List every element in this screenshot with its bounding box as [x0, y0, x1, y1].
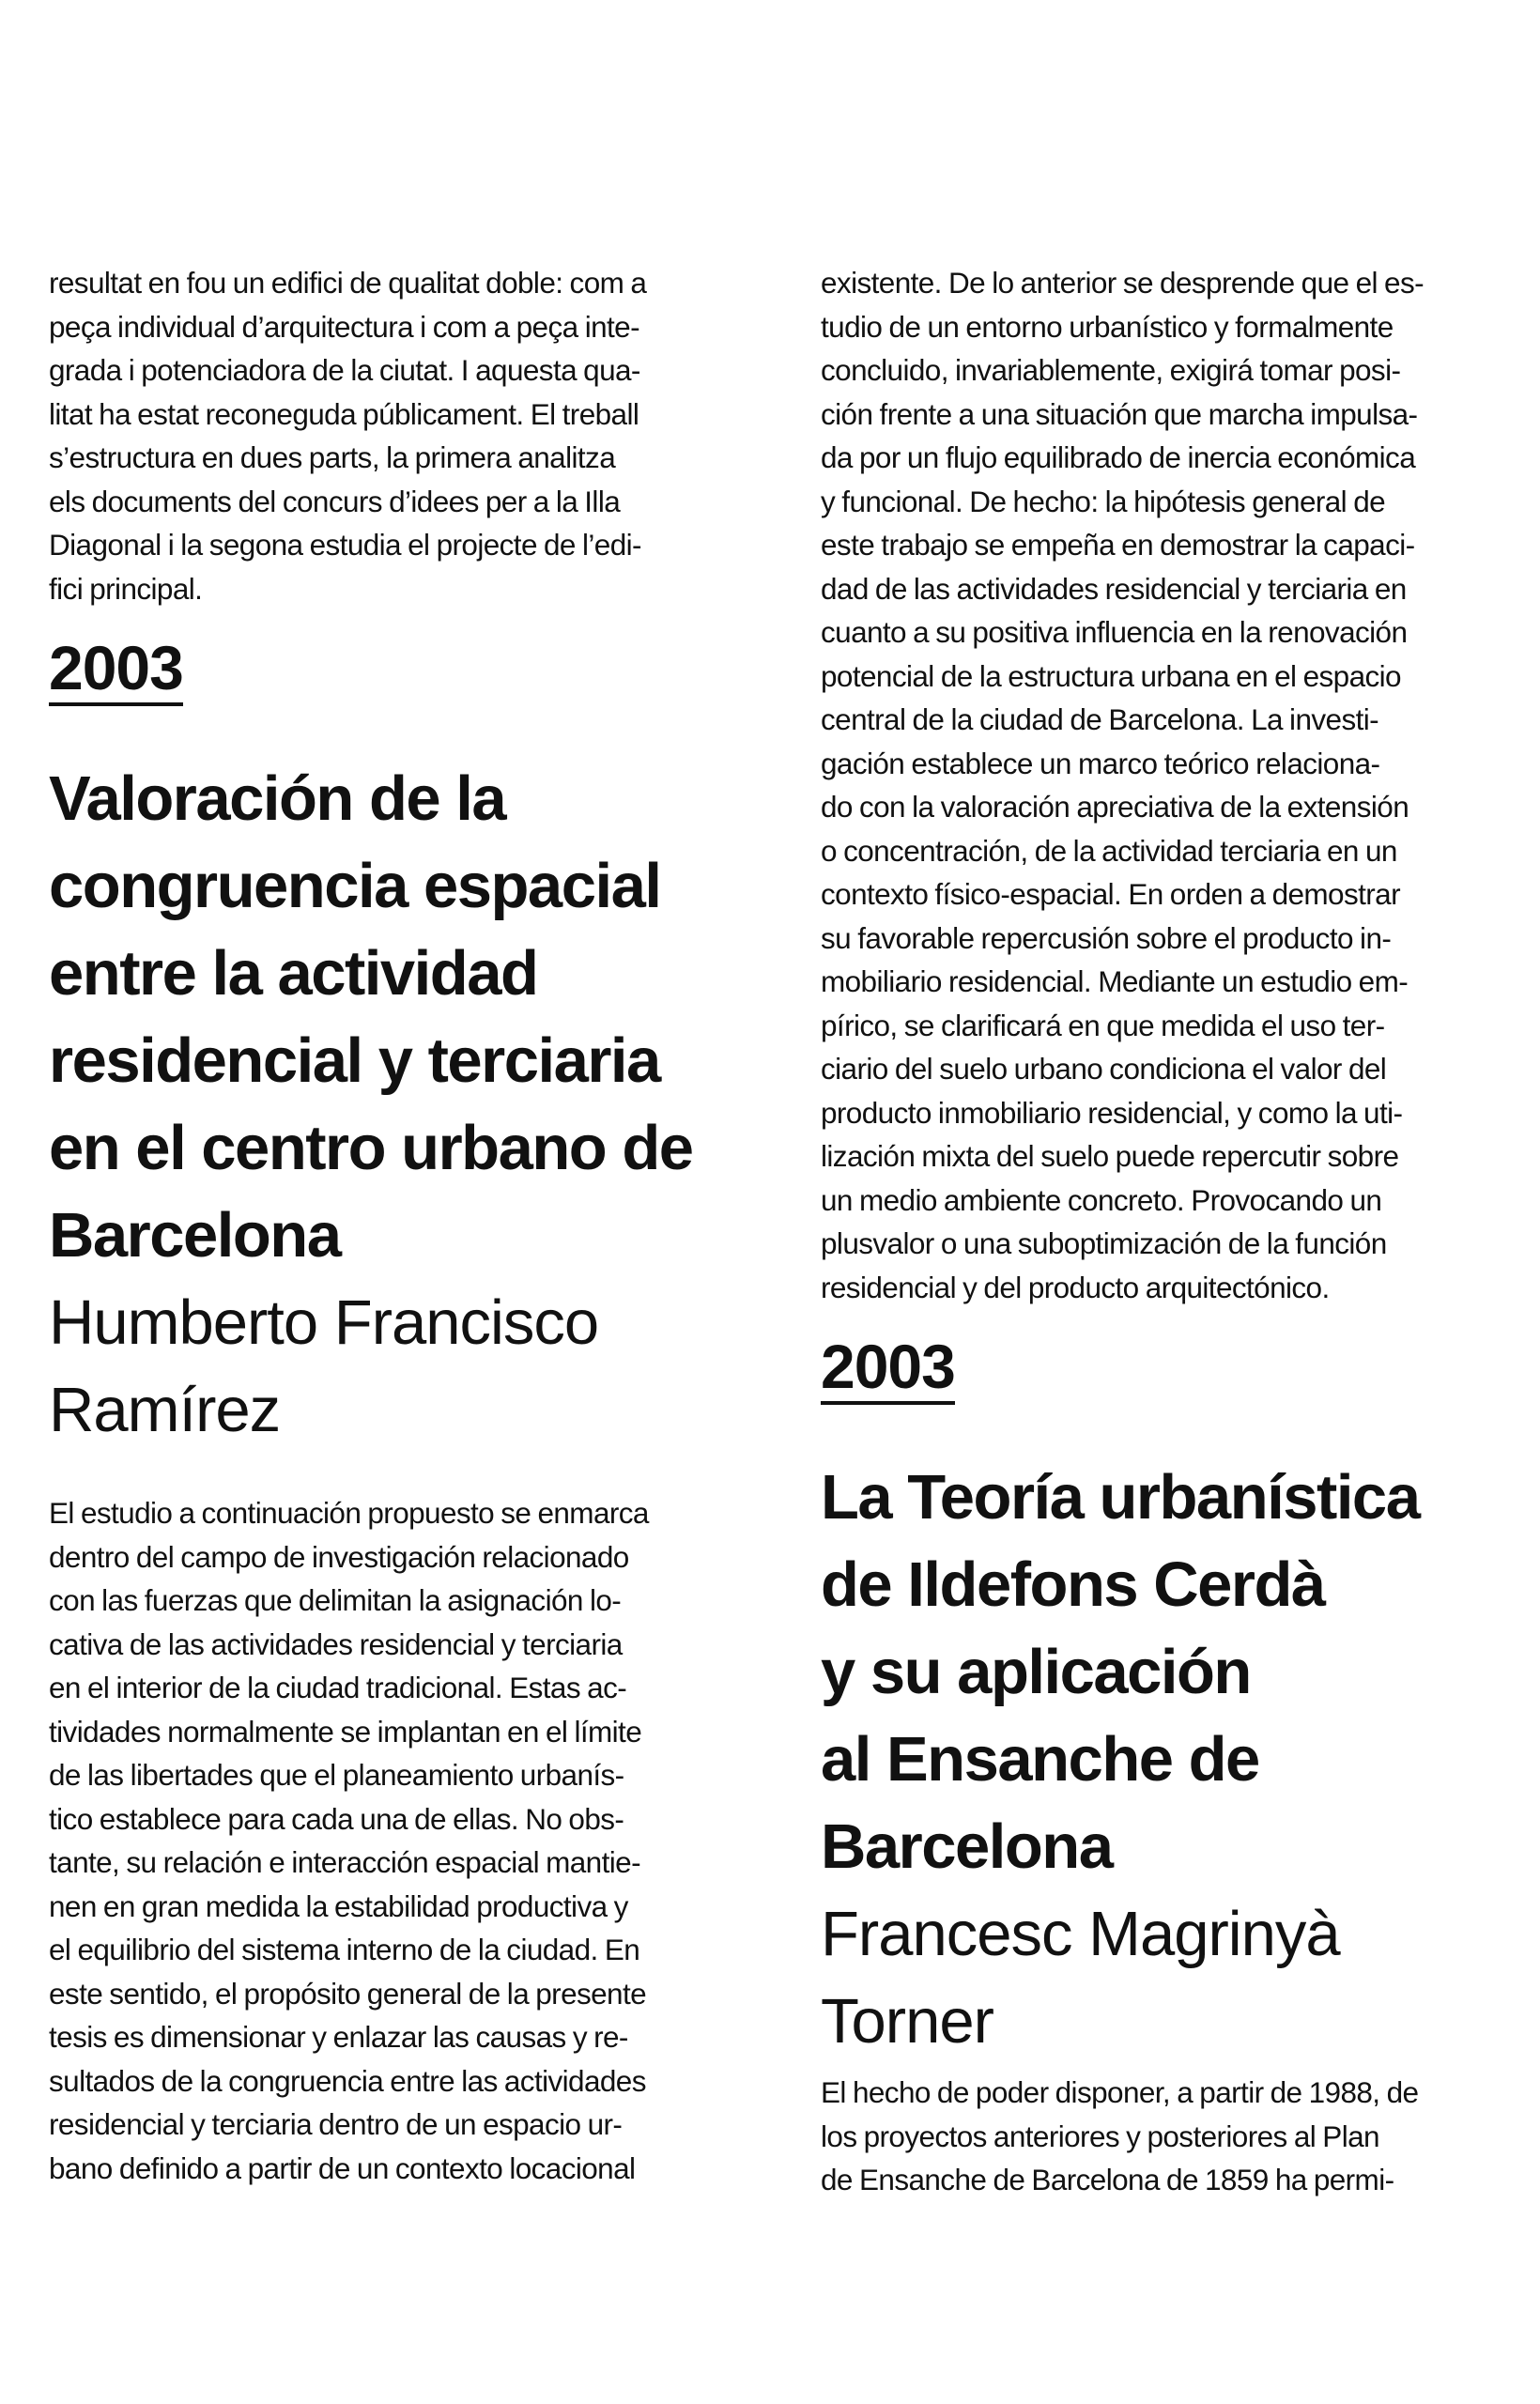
text-line: bano definido a partir de un contexto locacional	[49, 2150, 636, 2185]
text-line: este trabajo se empeña en demostrar la capaci-	[821, 528, 1415, 562]
text-line: de las libertades que el planeamiento urbanís-	[49, 1758, 624, 1792]
text-line: Diagonal i la segona estudia el projecte de l’edi-	[49, 528, 641, 562]
text-line: ciario del suelo urbano condiciona el valor del	[821, 1052, 1387, 1086]
text-line: residencial y terciaria dentro de un espacio ur-	[49, 2107, 623, 2141]
text-line: resultat en fou un edifici de qualitat doble: com a	[49, 266, 647, 300]
text-line: contexto físico-espacial. En orden a demostrar	[821, 877, 1400, 911]
text-line: un medio ambiente concreto. Provocando un	[821, 1182, 1382, 1217]
text-line: cativa de las actividades residencial y terciaria	[49, 1626, 623, 1661]
text-line: los proyectos anteriores y posteriores al Plan	[821, 2119, 1379, 2153]
thesis-author	[49, 1279, 744, 1454]
text-line: El estudio a continuación propuesto se enmarca	[49, 1496, 649, 1530]
continuation-paragraph	[821, 261, 1516, 1309]
text-line: mobiliario residencial. Mediante un estudio em-	[821, 964, 1409, 998]
text-line: fici principal.	[49, 571, 203, 606]
title-line: congruencia espacial	[49, 851, 661, 921]
text-line: con las fuerzas que delimitan la asignación lo-	[49, 1583, 622, 1617]
abstract-paragraph	[49, 1491, 744, 2190]
text-line: tico establece para cada una de ellas. No obs-	[49, 1801, 624, 1836]
text-line: dad de las actividades residencial y terciaria en	[821, 571, 1407, 606]
right-column	[821, 261, 1516, 2202]
text-line: potencial de la estructura urbana en el espacio	[821, 658, 1401, 693]
year-heading: 2003	[821, 1335, 955, 1405]
title-line: en el centro urbano de	[49, 1113, 693, 1183]
title-line: entre la actividad	[49, 938, 538, 1009]
text-line: de Ensanche de Barcelona de 1859 ha permi-	[821, 2163, 1394, 2196]
text-line: este sentido, el propósito general de la presente	[49, 1976, 647, 2011]
text-line: concluido, invariablemente, exigirá tomar posi-	[821, 353, 1401, 387]
year-heading-wrap	[49, 633, 744, 721]
text-line: litat ha estat reconeguda públicament. El treball	[49, 396, 639, 431]
author-line: Torner	[821, 1986, 993, 2057]
title-line: al Ensanche de	[821, 1724, 1259, 1795]
text-line: cuanto a su positiva influencia en la renovación	[821, 615, 1408, 649]
left-column	[49, 261, 744, 2190]
text-line: producto inmobiliario residencial, y como la uti-	[821, 1095, 1403, 1130]
thesis-title	[821, 1454, 1516, 2065]
text-line: ción frente a una situación que marcha impulsa-	[821, 396, 1418, 431]
text-line: residencial y del producto arquitectónico.	[821, 1270, 1330, 1304]
title-line: Barcelona	[49, 1200, 341, 1271]
text-line: o concentración, de la actividad terciaria en un	[821, 833, 1397, 868]
abstract-paragraph	[821, 2071, 1516, 2202]
text-line: su favorable repercusión sobre el producto in-	[821, 920, 1392, 955]
intro-paragraph	[49, 261, 744, 610]
title-line: y su aplicación	[821, 1637, 1251, 1707]
text-line: s’estructura en dues parts, la primera analitza	[49, 440, 616, 474]
year-heading: 2003	[49, 637, 183, 706]
title-line: Valoración de la	[49, 763, 506, 834]
text-line: existente. De lo anterior se desprende que el es-	[821, 266, 1424, 300]
text-line: gación establece un marco teórico relaciona-	[821, 746, 1380, 780]
text-line: el equilibrio del sistema interno de la ciudad. En	[49, 1933, 640, 1966]
author-line: Ramírez	[49, 1375, 281, 1445]
text-line: peça individual d’arquitectura i com a peça inte-	[49, 309, 639, 344]
text-line: tudio de un entorno urbanístico y formalmente	[821, 309, 1394, 344]
author-line: Francesc Magrinyà	[821, 1899, 1340, 1969]
text-line: pírico, se clarificará en que medida el uso ter-	[821, 1008, 1385, 1042]
text-line: plusvalor o una suboptimización de la función	[821, 1226, 1387, 1260]
thesis-title	[49, 755, 744, 1454]
text-line: da por un flujo equilibrado de inercia económica	[821, 440, 1416, 474]
text-line: El hecho de poder disponer, a partir de 1988, de	[821, 2075, 1419, 2109]
author-line: Humberto Francisco	[49, 1287, 599, 1358]
title-line: de Ildefons Cerdà	[821, 1549, 1325, 1620]
text-line: grada i potenciadora de la ciutat. I aquesta qua-	[49, 353, 640, 387]
title-line: La Teoría urbanística	[821, 1462, 1420, 1533]
year-heading-wrap	[821, 1332, 1516, 1420]
text-line: central de la ciudad de Barcelona. La investi-	[821, 702, 1379, 736]
text-line: y funcional. De hecho: la hipótesis general de	[821, 484, 1386, 518]
text-line: tividades normalmente se implantan en el límite	[49, 1714, 642, 1749]
text-line: sultados de la congruencia entre las actividades	[49, 2063, 646, 2098]
text-line: lización mixta del suelo puede repercutir sobre	[821, 1139, 1399, 1173]
thesis-author	[821, 1890, 1516, 2065]
text-line: tante, su relación e interacción espacial mantie-	[49, 1845, 640, 1879]
title-line: Barcelona	[821, 1811, 1113, 1882]
title-line: residencial y terciaria	[49, 1025, 660, 1096]
text-line: do con la valoración apreciativa de la extensión	[821, 790, 1409, 824]
text-line: tesis es dimensionar y enlazar las causas y re-	[49, 2020, 628, 2054]
text-line: dentro del campo de investigación relacionado	[49, 1539, 629, 1574]
text-line: nen en gran medida la estabilidad productiva y	[49, 1888, 628, 1923]
text-line: els documents del concurs d’idees per a la Illa	[49, 484, 621, 518]
text-line: en el interior de la ciudad tradicional. Estas ac-	[49, 1671, 627, 1704]
